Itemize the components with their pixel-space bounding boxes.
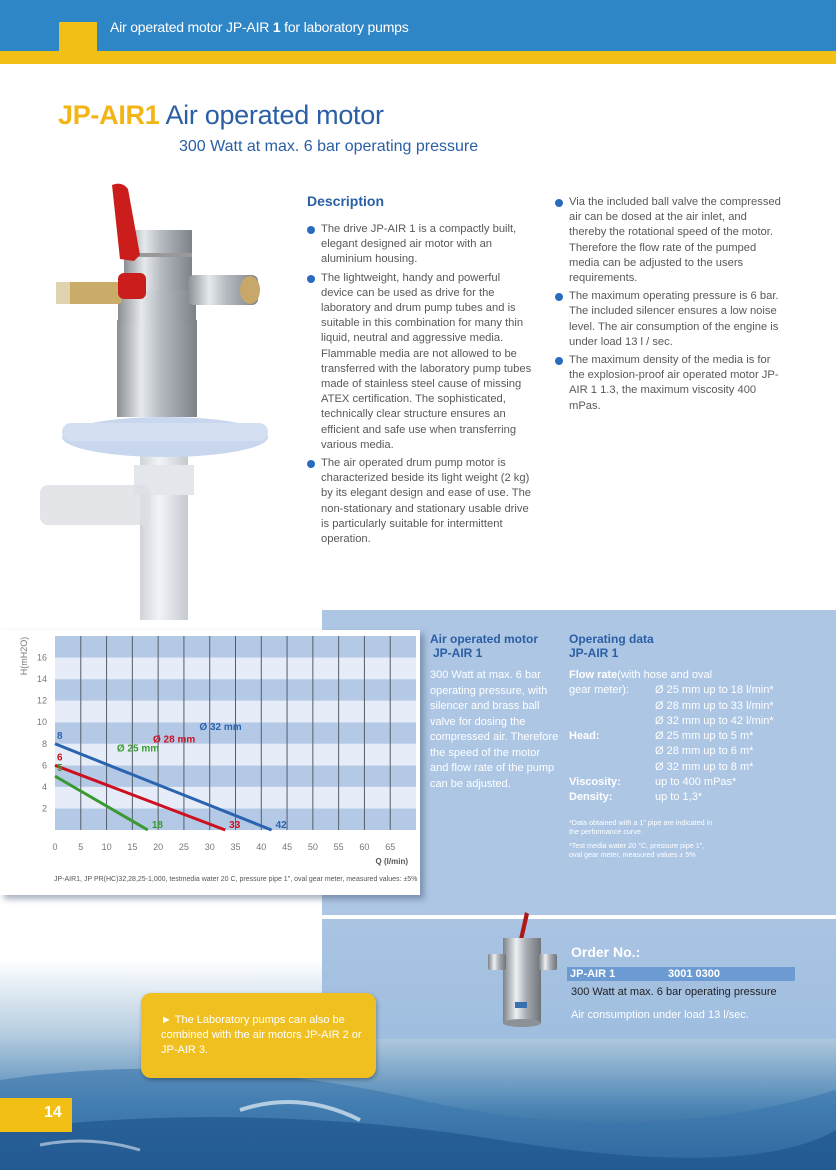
operating-label: gear meter): [569,684,629,697]
operating-value: up to 1,3* [655,791,703,804]
bullet-text: Via the included ball valve the compressed air can be dosed at the air inlet, and thereby the rotational speed of the motor. Therefore the flow rate of the pumped media can be adjusted to the users requirements. [569,196,781,285]
motor-info-text: 300 Watt at max. 6 bar operating pressure, with silencer and brass ball valve for dosing the compressed air. Therefore the speed of the motor and flow rate of the pump can be adjusted. [430,669,559,790]
operating-value: Ø 32 mm up to 42 l/min* [655,714,774,727]
y-tick-label: 10 [36,717,47,728]
operating-label [569,760,655,775]
x-tick-label: 35 [230,842,241,852]
operating-row [569,729,774,744]
y-axis-label: H(mH2O) [19,636,29,676]
product-image [40,175,280,620]
page-subtitle: 300 Watt at max. 6 bar operating pressure [179,138,479,155]
callout-text: ► The Laboratory pumps can also be combined with the air motors JP-AIR 2 or JP-AIR 3. [161,1014,362,1056]
bullet-icon [555,293,563,301]
operating-label [569,699,655,714]
series-end-label: 42 [275,820,287,831]
x-tick-label: 20 [153,842,164,852]
x-tick-label: 5 [78,842,84,852]
operating-label [569,775,655,790]
operating-row [569,744,774,759]
operating-row [569,790,774,805]
operating-data-table [569,668,774,806]
page-number: 14 [44,1104,62,1121]
description-column-1 [307,222,535,550]
bullet-text: The air operated drum pump motor is characterized beside its light weight (2 kg) by its elegant design and ease of use. The non-stationary and stationary usable drive is particularly suitable for intermittent operation. [321,457,532,546]
operating-row [569,714,774,729]
operating-note: *Data obtained with a 1" pipe are indicated in the performance curve. [569,818,713,836]
operating-row [569,683,774,698]
description-bullet [555,353,781,414]
bullet-icon [555,357,563,365]
x-axis-label: Q (l/min) [375,857,408,866]
series-name-label: Ø 28 mm [152,734,196,746]
operating-row-flow-title [569,668,774,683]
x-tick-label: 65 [385,842,396,852]
bullet-text: The maximum operating pressure is 6 bar. The included silencer ensures a low noise level. The air consumption of the engine is under load 13 l / sec. [569,290,779,348]
series-start-label: 5 [57,763,63,775]
y-tick-label: 8 [41,738,47,749]
header-stripe [0,51,836,64]
x-tick-label: 10 [101,842,112,852]
x-tick-label: 0 [52,842,58,852]
flow-rate-note: (with hose and oval [617,669,713,681]
operating-value: Ø 28 mm up to 33 l/min* [655,699,774,712]
motor-info-heading-line1: Air operated motor [430,632,539,646]
operating-label [569,744,655,759]
y-tick-label: 4 [41,781,47,792]
bullet-text: The lightweight, handy and powerful device can be used as drive for the laboratory and drum pump tubes and is suitable in this combination for many thin liquid, neutral and aggressive media. Flammable media are not allowed to be transferred with the laboratory pump tubes made of stainless steel cause of missing ATEX certification. The sophisticated, technically clear structure ensures an efficient and safe use when transferring various media. [321,271,532,451]
y-tick-label: 12 [36,695,47,706]
x-tick-label: 55 [333,842,344,852]
order-number: 3001 0300 [668,968,720,980]
bullet-icon [307,275,315,283]
order-code: JP-AIR 1 [570,968,616,980]
series-name-label: Ø 25 mm [116,743,160,755]
operating-note: *Test media water 20 °C, pressure pipe 1", oval gear meter, measured values ± 5% [569,841,705,859]
series-start-label: 8 [57,730,63,742]
header-tab-accent [59,22,97,57]
description-bullet [555,289,781,350]
performance-chart [0,630,420,880]
operating-label [569,729,655,744]
bullet-icon [555,199,563,207]
series-end-label: 33 [229,820,241,831]
x-tick-label: 25 [178,842,189,852]
y-tick-label: 2 [41,803,47,814]
operating-notes [569,818,719,864]
y-tick-label: 6 [41,760,47,771]
bullet-text: The maximum density of the media is for the explosion-proof air operated motor JP-AIR 1 1.3, the maximum viscosity 400 mPas. [569,354,779,412]
x-tick-label: 40 [256,842,267,852]
bullet-icon [307,460,315,468]
description-bullet [307,222,535,268]
header-title [110,19,409,35]
operating-data-heading-line1: Operating data [569,632,654,646]
x-tick-label: 45 [282,842,293,852]
description-bullet [307,456,535,547]
header-title-prefix: Air operated motor JP-AIR [110,19,273,35]
operating-row [569,699,774,714]
description-bullet [307,271,535,453]
y-tick-label: 14 [36,674,47,685]
head-label: Head: [569,730,600,743]
order-heading: Order No.: [571,944,641,960]
x-tick-label: 60 [359,842,370,852]
order-air-consumption: Air consumption under load 13 l/sec. [571,1009,749,1021]
operating-data-heading-line2: JP-AIR 1 [569,646,619,660]
operating-value: up to 400 mPas* [655,776,737,789]
x-tick-label: 15 [127,842,138,852]
bullet-text: The drive JP-AIR 1 is a compactly built, elegant designed air motor with an aluminium housing. [321,223,517,266]
product-name: Air operated motor [165,100,384,130]
description-bullet [555,195,781,286]
operating-row [569,760,774,775]
motor-info-heading-line2: JP-AIR 1 [433,646,483,660]
operating-value: Ø 32 mm up to 8 m* [655,760,754,773]
header-title-suffix: for laboratory pumps [280,19,409,35]
header-title-bold: 1 [272,19,281,35]
operating-value: Ø 25 mm up to 5 m* [655,730,754,743]
x-tick-label: 50 [307,842,318,852]
motor-info-heading [430,632,538,660]
density-label: Density: [569,791,613,804]
chart-caption: JP-AIR1, JP PR(HC)32,28,25-1,000, testmedia water 20 C, pressure pipe 1", oval gear meter, measured values: ±5% [54,876,418,883]
x-tick-label: 30 [204,842,215,852]
motor-thumbnail-image [485,910,560,1030]
series-end-label: 18 [151,820,163,831]
operating-row [569,775,774,790]
product-code: JP-AIR1 [58,100,160,130]
operating-value: Ø 28 mm up to 6 m* [655,745,754,758]
operating-data-heading [569,632,654,660]
order-description: 300 Watt at max. 6 bar operating pressure [571,986,777,998]
viscosity-label: Viscosity: [569,776,621,789]
bullet-icon [307,226,315,234]
operating-value: Ø 25 mm up to 18 l/min* [655,684,774,697]
flow-rate-label: Flow rate [569,669,618,681]
page-title [58,100,384,131]
y-tick-label: 16 [36,652,47,663]
operating-label [569,714,655,729]
series-name-label: Ø 32 mm [199,721,242,733]
operating-label [569,790,655,805]
description-column-2 [555,195,781,417]
description-heading: Description [307,193,385,209]
series-start-label: 6 [57,752,63,764]
